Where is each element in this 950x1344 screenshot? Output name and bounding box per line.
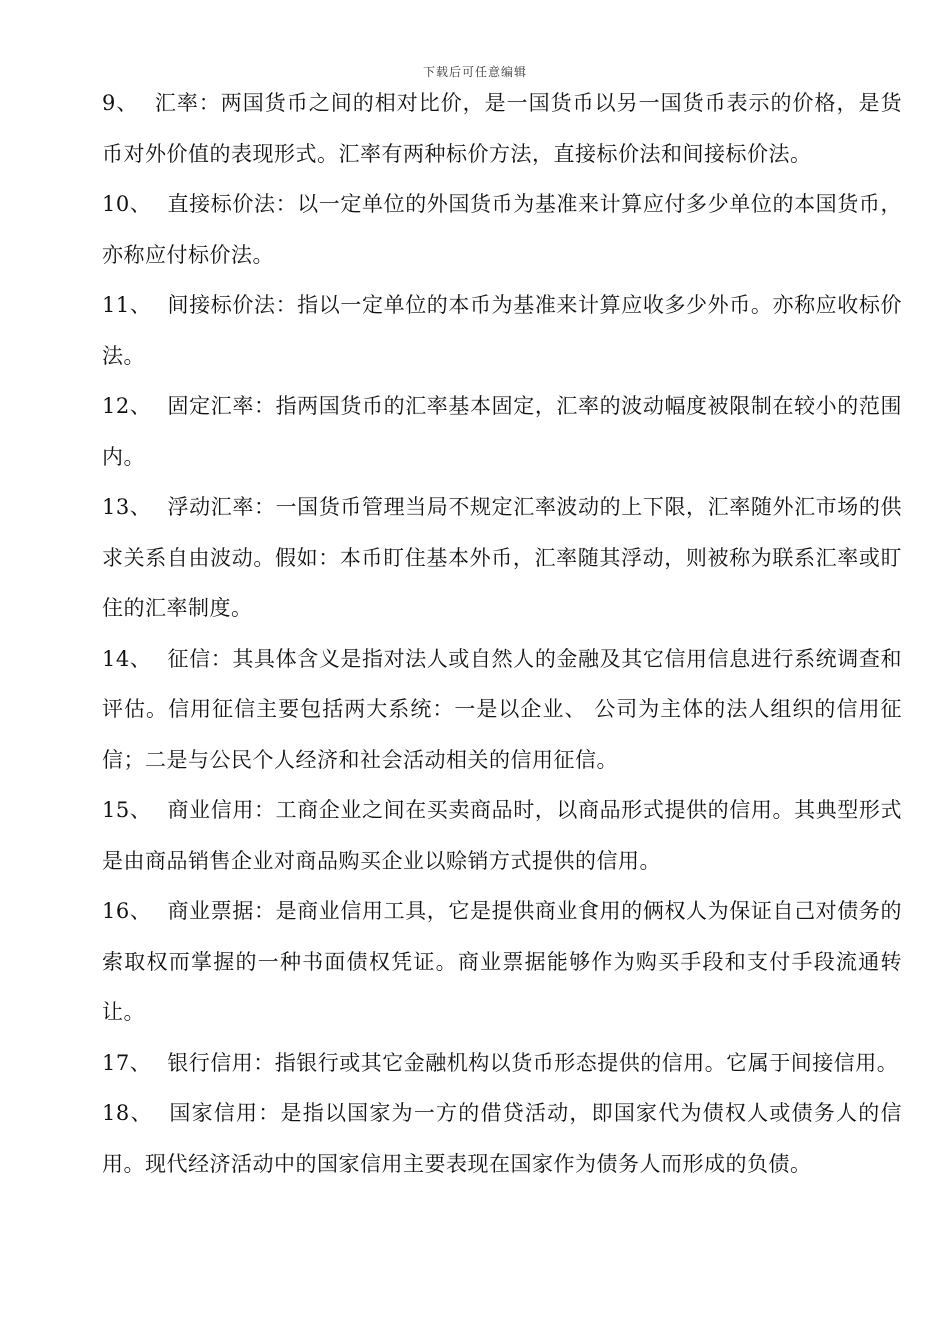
term-10 [102, 179, 902, 280]
term-number: 17、 [102, 1050, 152, 1075]
term-18 [102, 1088, 902, 1189]
term-text: 征信：其具体含义是指对法人或自然人的金融及其它信用信息进行系统调查和评估。信用征信主要包括两大系统：一是以企业、 公司为主体的法人组织的信用征信；二是与公民个人经济和社会活动相关的信用征信。 [102, 646, 902, 772]
term-17 [102, 1038, 902, 1089]
term-number: 11、 [102, 293, 152, 317]
term-number: 13、 [102, 495, 152, 519]
term-16 [102, 886, 902, 1038]
term-number: 15、 [102, 798, 152, 822]
term-number: 12、 [102, 394, 152, 418]
term-11 [102, 280, 902, 381]
term-12 [102, 381, 902, 482]
term-text: 间接标价法：指以一定单位的本币为基准来计算应收多少外币。亦称应收标价法。 [102, 293, 902, 368]
term-number: 14、 [102, 646, 152, 671]
document-body [102, 78, 902, 1189]
term-14 [102, 634, 902, 786]
page-header: 下载后可任意编辑 [422, 65, 527, 79]
term-text: 汇率：两国货币之间的相对比价，是一国货币以另一国货币表示的价格，是货币对外价值的表现形式。汇率有两种标价方法，直接标价法和间接标价法。 [102, 91, 902, 166]
term-9 [102, 78, 902, 179]
term-text: 浮动汇率：一国货币管理当局不规定汇率波动的上下限，汇率随外汇市场的供求关系自由波动。假如：本币盯住基本外币，汇率随其浮动，则被称为联系汇率或盯住的汇率制度。 [102, 495, 902, 620]
term-13 [102, 482, 902, 634]
term-text: 商业票据：是商业信用工具，它是提供商业食用的俩权人为保证自己对债务的索取权而掌握的一种书面债权凭证。商业票据能够作为购买手段和支付手段流通转让。 [102, 899, 902, 1024]
term-text: 商业信用：工商企业之间在买卖商品时，以商品形式提供的信用。其典型形式是由商品销售企业对商品购买企业以赊销方式提供的信用。 [102, 798, 902, 873]
term-text: 固定汇率：指两国货币的汇率基本固定，汇率的波动幅度被限制在较小的范围内。 [102, 394, 902, 469]
term-text: 直接标价法：以一定单位的外国货币为基准来计算应付多少单位的本国货币，亦称应付标价法。 [102, 192, 902, 267]
term-number: 18、 [102, 1101, 153, 1125]
term-text: 国家信用：是指以国家为一方的借贷活动，即国家代为债权人或债务人的信用。现代经济活动中的国家信用主要表现在国家作为债务人而形成的负债。 [102, 1101, 902, 1176]
term-number: 16、 [102, 899, 152, 923]
term-text: 银行信用：指银行或其它金融机构以货币形态提供的信用。它属于间接信用。 [167, 1050, 899, 1075]
term-number: 9、 [102, 91, 139, 115]
term-number: 10、 [102, 192, 152, 216]
term-15 [102, 785, 902, 886]
